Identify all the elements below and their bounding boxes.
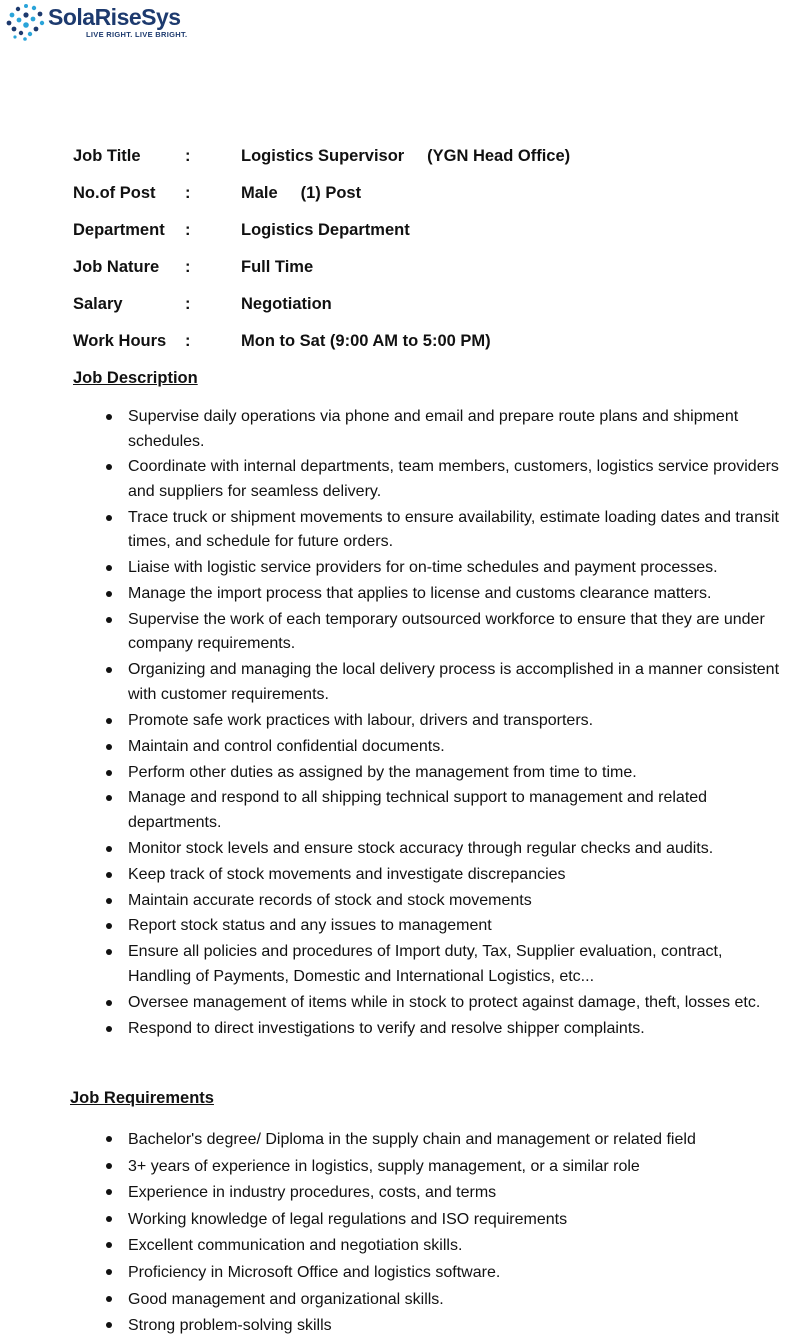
list-item: 3+ years of experience in logistics, supply management, or a similar role: [128, 1154, 788, 1181]
list-item: Bachelor's degree/ Diploma in the supply chain and management or related field: [128, 1127, 788, 1154]
info-label: Job Title: [73, 147, 141, 165]
list-item: Maintain accurate records of stock and stock movements: [128, 889, 788, 914]
list-item: Good management and organizational skills.: [128, 1287, 788, 1314]
info-colon: :: [185, 332, 191, 350]
info-label: Work Hours: [73, 332, 167, 350]
info-value: Logistics Department: [241, 221, 410, 239]
list-item: Report stock status and any issues to management: [128, 914, 788, 939]
logo-name: SolaRiseSys: [48, 4, 181, 30]
info-label: No.of Post: [73, 184, 156, 202]
list-item: Respond to direct investigations to verify and resolve shipper complaints.: [128, 1017, 788, 1042]
list-item: Supervise the work of each temporary outsourced workforce to ensure that they are under company requirements.: [128, 608, 788, 657]
list-item: Oversee management of items while in stock to protect against damage, theft, losses etc.: [128, 991, 788, 1016]
info-value: Negotiation: [241, 295, 332, 313]
info-row-no-of-post: [73, 184, 570, 221]
list-item: Monitor stock levels and ensure stock accuracy through regular checks and audits.: [128, 837, 788, 862]
company-logo: [4, 2, 187, 42]
info-row-job-title: [73, 147, 570, 184]
list-item: Proficiency in Microsoft Office and logistics software.: [128, 1260, 788, 1287]
list-item: Keep track of stock movements and investigate discrepancies: [128, 863, 788, 888]
list-item: Strong problem-solving skills: [128, 1313, 788, 1340]
info-value: Male (1) Post: [241, 184, 362, 202]
job-requirements-heading: Job Requirements: [70, 1089, 214, 1107]
list-item: Liaise with logistic service providers for on-time schedules and payment processes.: [128, 556, 788, 581]
list-item: Excellent communication and negotiation skills.: [128, 1233, 788, 1260]
list-item: Coordinate with internal departments, team members, customers, logistics service providers and suppliers for seamless delivery.: [128, 455, 788, 504]
info-colon: :: [185, 184, 191, 202]
info-value: Logistics Supervisor (YGN Head Office): [241, 147, 571, 165]
logo-dots-icon: [4, 2, 48, 42]
info-label: Job Nature: [73, 258, 160, 276]
info-row-job-nature: [73, 258, 570, 295]
list-item: Experience in industry procedures, costs, and terms: [128, 1180, 788, 1207]
list-item: Maintain and control confidential documents.: [128, 735, 788, 760]
info-value: Mon to Sat (9:00 AM to 5:00 PM): [241, 332, 491, 350]
list-item: Perform other duties as assigned by the management from time to time.: [128, 761, 788, 786]
list-item: Promote safe work practices with labour, drivers and transporters.: [128, 709, 788, 734]
info-colon: :: [185, 295, 191, 313]
list-item: Organizing and managing the local delivery process is accomplished in a manner consistent with customer requirements.: [128, 658, 788, 707]
info-row-work-hours: [73, 332, 570, 369]
list-item: Manage and respond to all shipping technical support to management and related departments.: [128, 786, 788, 835]
list-item: Manage the import process that applies to license and customs clearance matters.: [128, 582, 788, 607]
info-label: Salary: [73, 295, 123, 313]
list-item: Ensure all policies and procedures of Import duty, Tax, Supplier evaluation, contract, Handling of Payments, Domestic and International Logistics, etc...: [128, 940, 788, 989]
job-info-table: [73, 147, 570, 369]
info-colon: :: [185, 221, 191, 239]
info-label: Department: [73, 221, 165, 239]
info-row-department: [73, 221, 570, 258]
info-row-salary: [73, 295, 570, 332]
job-description-list: [128, 405, 788, 1043]
list-item: Working knowledge of legal regulations and ISO requirements: [128, 1207, 788, 1234]
info-value: Full Time: [241, 258, 314, 276]
info-colon: :: [185, 147, 191, 165]
list-item: Trace truck or shipment movements to ensure availability, estimate loading dates and transit times, and schedule for future orders.: [128, 506, 788, 555]
logo-tagline: LIVE RIGHT. LIVE BRIGHT.: [86, 30, 188, 39]
list-item: Supervise daily operations via phone and email and prepare route plans and shipment schedules.: [128, 405, 788, 454]
job-requirements-list: [128, 1127, 788, 1340]
info-colon: :: [185, 258, 191, 276]
job-description-heading: Job Description: [73, 369, 198, 387]
